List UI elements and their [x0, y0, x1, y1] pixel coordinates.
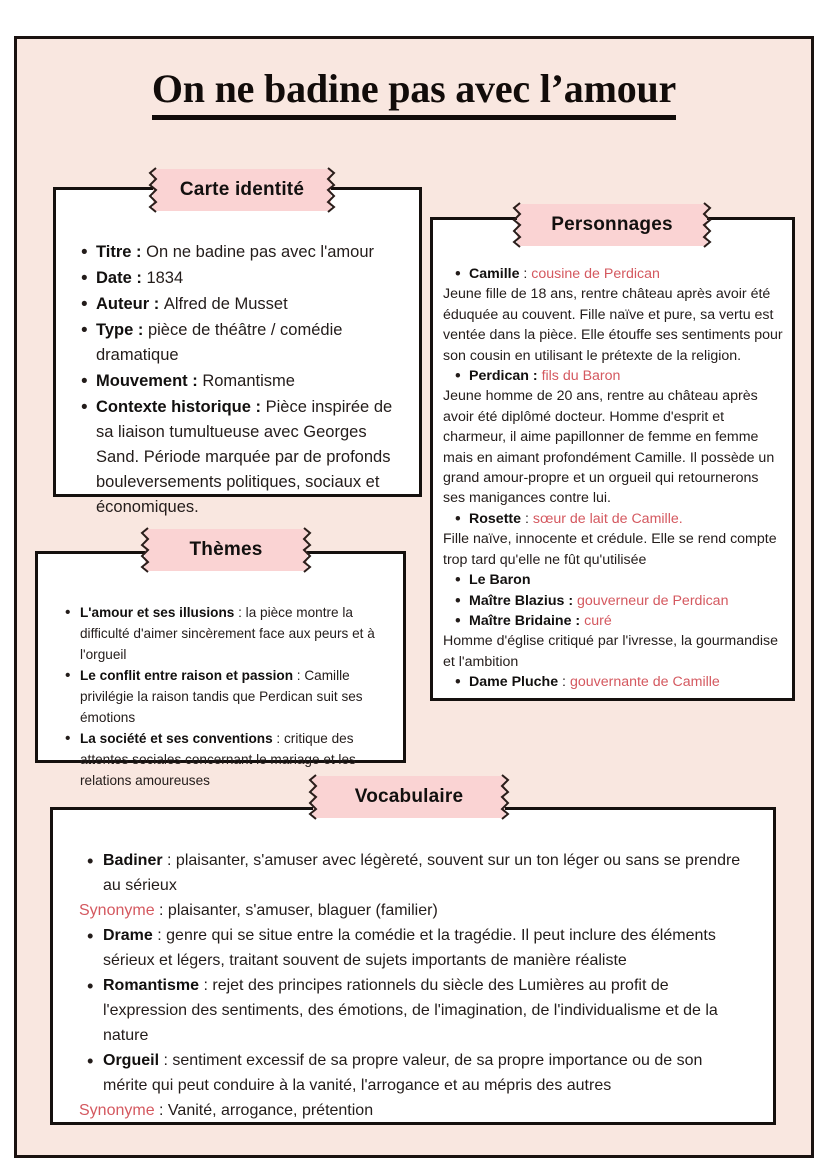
card-themes — [35, 551, 406, 788]
separator: : — [558, 674, 570, 691]
personnages-content — [443, 264, 784, 693]
list-item — [469, 611, 784, 631]
list-item — [96, 318, 405, 369]
vocab-definition: sentiment excessif de sa propre valeur, de sa propre importance ou de son mérite qui peut conduire à la vanité, l'arrogance et au mépris des autres — [103, 1052, 703, 1094]
identity-row-label: Titre : — [96, 243, 147, 261]
list-item — [103, 973, 751, 1048]
identity-row-value: Romantisme — [202, 372, 295, 390]
separator: : — [521, 510, 533, 527]
card-carte-identite — [53, 187, 422, 516]
vocab-definition: genre qui se situe entre la comédie et la tragédie. Il peut inclure des éléments sérieux et légers, traitant souvent de sujets importants de manière réaliste — [103, 927, 716, 969]
list-item — [469, 264, 784, 284]
separator: : — [199, 977, 213, 994]
zigzag-right-icon — [324, 167, 337, 213]
list-item — [469, 591, 784, 611]
theme-text: Camille privilégie la raison tandis que Perdican suit ses émotions — [80, 668, 363, 725]
vocab-synonym-line — [79, 898, 751, 923]
theme-text: la pièce montre la difficulté d'aimer sincèrement face aux peurs et à l'orgueil — [80, 605, 375, 662]
page-frame — [14, 36, 814, 1158]
personnage-description: Fille naïve, innocente et crédule. Elle se rend compte trop tard qu'elle ne fût qu'utilisée — [443, 531, 777, 568]
banner-label: Personnages — [551, 214, 673, 235]
vocab-synonym-value: : plaisanter, s'amuser, blaguer (familier) — [154, 902, 438, 919]
list-item — [469, 509, 784, 529]
identity-row-value: On ne badine pas avec l'amour — [146, 243, 374, 261]
personnages-list — [443, 264, 784, 693]
theme-title: Le conflit entre raison et passion — [80, 668, 294, 683]
personnage-role: sœur de lait de Camille. — [532, 510, 683, 527]
separator: : — [162, 852, 176, 869]
zigzag-right-icon — [700, 202, 713, 248]
zigzag-left-icon — [139, 527, 152, 573]
vocab-definition: plaisanter, s'amuser avec légèreté, souvent sur un ton léger ou sans se prendre au sérieux — [103, 852, 741, 894]
vocab-synonym-label: Synonyme — [79, 902, 155, 919]
personnage-name: Maître Bridaine : — [469, 612, 581, 629]
vocab-term: Orgueil — [103, 1052, 160, 1069]
personnage-role: cousine de Perdican — [531, 266, 660, 282]
list-item — [80, 665, 389, 728]
banner-vocabulaire — [313, 776, 505, 818]
vocabulaire-content — [79, 848, 751, 1123]
zigzag-left-icon — [511, 202, 524, 248]
themes-content — [60, 602, 389, 791]
list-item — [103, 1048, 751, 1098]
personnage-name: Perdican : — [469, 368, 538, 385]
list-item — [469, 570, 784, 590]
vocab-term: Badiner — [103, 852, 163, 869]
banner-personnages — [517, 204, 707, 246]
vocab-synonym-value: : Vanité, arrogance, prétention — [154, 1102, 374, 1119]
personnage-name: Le Baron — [469, 572, 531, 589]
themes-list — [60, 602, 389, 791]
list-item — [469, 672, 784, 692]
list-item — [96, 292, 405, 318]
identity-row-value: Pièce inspirée de sa liaison tumultueuse avec Georges Sand. Période marquée par de profonds bouleversements politiques, sociaux et économiques. — [96, 398, 393, 516]
list-item — [103, 923, 751, 973]
list-item — [96, 369, 405, 395]
identity-row-label: Contexte historique : — [96, 398, 266, 416]
personnage-description: Homme d'église critiqué par l'ivresse, la gourmandise et l'ambition — [443, 633, 779, 670]
banner-carte-identite — [153, 169, 331, 211]
theme-text: critique des attentes sociales concernant le mariage et les relations amoureuses — [80, 731, 356, 788]
personnage-role: fils du Baron — [541, 368, 621, 385]
separator: : — [159, 1052, 173, 1069]
personnage-description: Jeune homme de 20 ans, rentre au château après avoir été diplômé docteur. Homme d'esprit et charmeur, il aime papillonner de femme en femme mais en aimant profondément Camille. Il possède un grand amour-propre et un orgueil qui retournerons ses manigances contre lui. — [443, 388, 775, 507]
page-title — [17, 65, 811, 112]
separator: : — [293, 668, 305, 683]
identity-row-label: Auteur : — [96, 295, 164, 313]
carte-identite-content — [76, 240, 405, 521]
personnage-name: Maître Blazius : — [469, 592, 574, 609]
identity-row-value: pièce de théâtre / comédie dramatique — [96, 321, 343, 364]
banner-label: Carte identité — [179, 179, 305, 200]
identity-row-value: Alfred de Musset — [163, 295, 288, 313]
list-item — [103, 848, 751, 898]
banner-label: Vocabulaire — [354, 786, 464, 807]
identity-row-value: 1834 — [146, 269, 184, 287]
personnage-role: curé — [584, 612, 612, 629]
separator: : — [272, 731, 284, 746]
list-item — [469, 366, 784, 386]
vocab-term: Romantisme — [103, 977, 200, 994]
personnage-name: Dame Pluche — [469, 674, 559, 691]
banner-themes — [145, 529, 307, 571]
zigzag-right-icon — [300, 527, 313, 573]
vocab-synonym-line — [79, 1098, 751, 1123]
list-item — [96, 266, 405, 292]
list-item — [96, 395, 405, 521]
zigzag-right-icon — [498, 774, 511, 820]
personnage-role: gouvernante de Camille — [569, 674, 720, 691]
list-item — [80, 602, 389, 665]
vocab-synonym-label: Synonyme — [79, 1102, 155, 1119]
personnage-description: Jeune fille de 18 ans, rentre château après avoir été éduquée au couvent. Fille naïve et pure, sa vertu est ventée dans la pièce. Elle étouffe ses sentiments pour son cousin en utilisant le prétexte de la religion. — [443, 286, 783, 364]
separator: : — [234, 605, 246, 620]
carte-identite-list — [76, 240, 405, 521]
list-item — [96, 240, 405, 266]
vocab-definition: rejet des principes rationnels du siècle des Lumières au profit de l'expression des sentiments, des émotions, de l'imagination, de l'individualisme et de la nature — [103, 977, 718, 1044]
identity-row-label: Type : — [96, 321, 148, 339]
zigzag-left-icon — [307, 774, 320, 820]
theme-title: La société et ses conventions — [80, 731, 273, 746]
personnage-name: Rosette — [469, 510, 522, 527]
identity-row-label: Date : — [96, 269, 147, 287]
identity-row-label: Mouvement : — [96, 372, 203, 390]
vocabulaire-list — [79, 848, 751, 1123]
zigzag-left-icon — [147, 167, 160, 213]
vocab-term: Drame — [103, 927, 153, 944]
page-title-text: On ne badine pas avec l’amour — [152, 66, 676, 120]
separator: : — [152, 927, 167, 944]
separator: : — [519, 266, 532, 282]
theme-title: L'amour et ses illusions — [80, 605, 235, 620]
card-personnages — [430, 217, 795, 701]
banner-label: Thèmes — [189, 539, 263, 560]
personnage-role: gouverneur de Perdican — [577, 592, 729, 609]
card-vocabulaire — [50, 807, 776, 1125]
personnage-name: Camille — [469, 266, 520, 282]
